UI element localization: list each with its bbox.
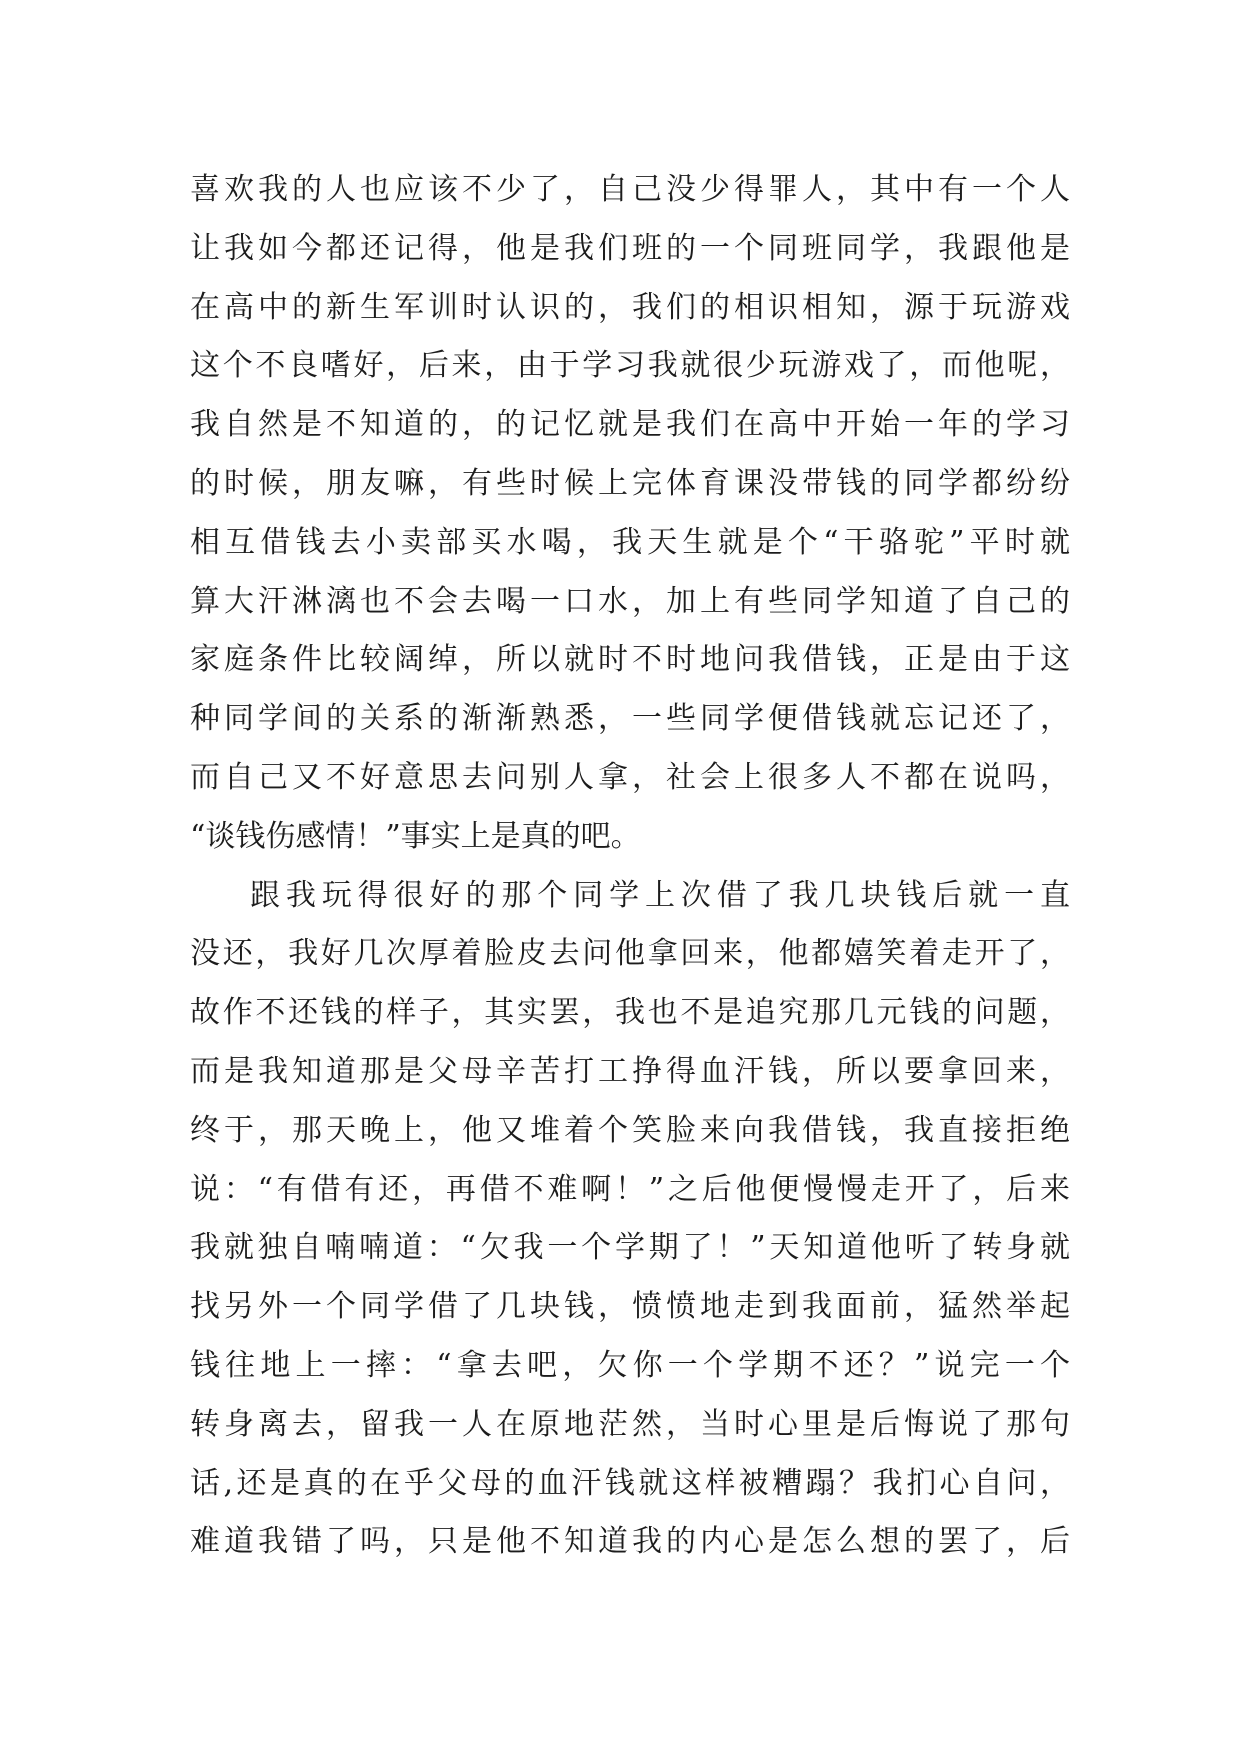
- text-line-2: 让我如今都还记得，他是我们班的一个同班同学，我跟他是: [190, 230, 1070, 266]
- text-line-7: 相互借钱去小卖部买水喝，我天生就是个“干骆驼”平时就: [190, 524, 1070, 560]
- text-line-12: “谈钱伤感情！”事实上是真的吧。: [190, 818, 641, 854]
- text-line-4: 这个不良嗜好，后来，由于学习我就很少玩游戏了，而他呢，: [190, 348, 1070, 384]
- text-line-21: 钱往地上一摔：“拿去吧，欠你一个学期不还？”说完一个: [190, 1347, 1070, 1383]
- text-line-13: 跟我玩得很好的那个同学上次借了我几块钱后就一直: [250, 877, 1070, 913]
- text-line-24: 难道我错了吗，只是他不知道我的内心是怎么想的罢了，后: [190, 1524, 1070, 1560]
- text-line-5: 我自然是不知道的，的记忆就是我们在高中开始一年的学习: [190, 407, 1070, 443]
- text-line-22: 转身离去，留我一人在原地茫然，当时心里是后悔说了那句: [190, 1406, 1070, 1442]
- text-line-15: 故作不还钱的样子，其实罢，我也不是追究那几元钱的问题，: [190, 995, 1070, 1031]
- text-line-6: 的时候，朋友嘛，有些时候上完体育课没带钱的同学都纷纷: [190, 465, 1070, 501]
- text-line-23: 话,还是真的在乎父母的血汗钱就这样被糟蹋？我扪心自问，: [190, 1465, 1070, 1501]
- text-line-11: 而自己又不好意思去问别人拿，社会上很多人不都在说吗，: [190, 759, 1070, 795]
- body-text: [190, 161, 1070, 1572]
- text-line-1: 喜欢我的人也应该不少了，自己没少得罪人，其中有一个人: [190, 172, 1070, 207]
- text-line-19: 我就独自喃喃道：“欠我一个学期了！”天知道他听了转身就: [190, 1230, 1070, 1266]
- text-line-8: 算大汗淋漓也不会去喝一口水，加上有些同学知道了自己的: [190, 583, 1070, 619]
- text-line-16: 而是我知道那是父母辛苦打工挣得血汗钱，所以要拿回来，: [190, 1053, 1070, 1089]
- text-line-9: 家庭条件比较阔绰，所以就时不时地问我借钱，正是由于这: [190, 642, 1070, 678]
- text-line-20: 找另外一个同学借了几块钱，愤愤地走到我面前，猛然举起: [190, 1289, 1070, 1325]
- text-line-14: 没还，我好几次厚着脸皮去问他拿回来，他都嬉笑着走开了，: [190, 936, 1070, 972]
- text-line-17: 终于，那天晚上，他又堆着个笑脸来向我借钱，我直接拒绝: [190, 1112, 1070, 1148]
- text-line-10: 种同学间的关系的渐渐熟悉，一些同学便借钱就忘记还了，: [190, 701, 1070, 737]
- text-line-18: 说：“有借有还，再借不难啊！”之后他便慢慢走开了，后来: [190, 1171, 1070, 1207]
- text-line-3: 在高中的新生军训时认识的，我们的相识相知，源于玩游戏: [190, 289, 1070, 325]
